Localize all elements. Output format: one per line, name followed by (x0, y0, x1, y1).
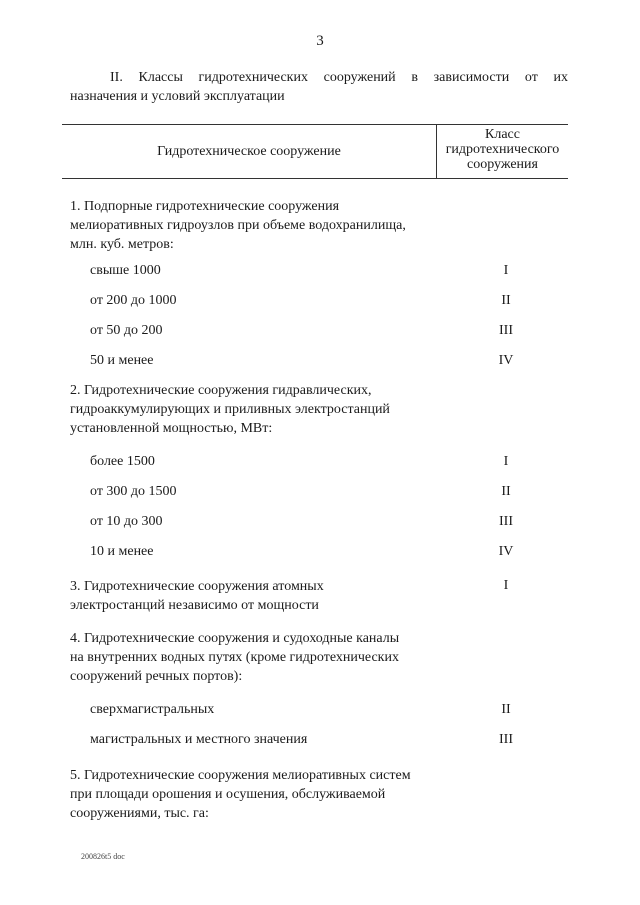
row-label: от 200 до 1000 (90, 293, 177, 308)
table-header (62, 124, 568, 179)
heading-line: гидроаккумулирующих и приливных электростанций (70, 402, 390, 417)
heading-line: 2. Гидротехнические сооружения гидравлических, (70, 383, 372, 398)
row-label: 10 и менее (90, 544, 154, 559)
heading-line: 1. Подпорные гидротехнические сооружения (70, 199, 340, 214)
heading-line: при площади орошения и осушения, обслуживаемой (70, 787, 386, 802)
row-label: от 10 до 300 (90, 514, 163, 529)
heading-line: на внутренних водных путях (кроме гидротехнических (70, 650, 399, 665)
column-header-class-line: гидротехнического (445, 142, 560, 157)
row-class: II (501, 702, 511, 717)
row-label: от 50 до 200 (90, 323, 163, 338)
row-class: II (501, 484, 511, 499)
row-class: IV (498, 353, 514, 368)
group-heading-5 (70, 766, 490, 823)
document-footer: 200826t5 doc (81, 852, 125, 861)
row-class: I (503, 578, 509, 593)
row-label: свыше 1000 (90, 263, 161, 278)
heading-line: сооружений речных портов): (70, 669, 243, 684)
table-top-rule (62, 124, 568, 125)
group-heading-4 (70, 629, 490, 686)
page-number: 3 (316, 33, 324, 49)
heading-line: 3. Гидротехнические сооружения атомных (70, 579, 324, 594)
row-class: III (499, 323, 513, 338)
heading-line: млн. куб. метров: (70, 237, 174, 252)
column-header-class-line: Класс (485, 127, 520, 142)
column-header-class-line: сооружения (467, 157, 538, 172)
row-label: 50 и менее (90, 353, 154, 368)
section-title-line-1: II. Классы гидротехнических сооружений в зависимости от их (110, 70, 568, 85)
row-label: более 1500 (90, 454, 155, 469)
row-label: магистральных и местного значения (90, 732, 308, 747)
row-class: III (499, 732, 513, 747)
heading-line: установленной мощностью, МВт: (70, 421, 273, 436)
row-class: III (499, 514, 513, 529)
group-heading-2 (70, 381, 490, 438)
section-title-line-2: назначения и условий эксплуатации (70, 89, 285, 104)
column-header-class (437, 127, 568, 172)
row-label: от 300 до 1500 (90, 484, 177, 499)
row-class: I (503, 454, 509, 469)
row-class: IV (498, 544, 514, 559)
row-class: II (501, 293, 511, 308)
group-heading-1 (70, 197, 490, 254)
heading-line: мелиоративных гидроузлов при объеме водохранилища, (70, 218, 406, 233)
table-bottom-rule (62, 178, 568, 179)
section-title (70, 68, 568, 106)
heading-line: сооружениями, тыс. га: (70, 806, 209, 821)
group-heading-3 (70, 577, 490, 615)
row-label: сверхмагистральных (90, 702, 215, 717)
heading-line: электростанций независимо от мощности (70, 598, 319, 613)
heading-line: 5. Гидротехнические сооружения мелиоративных систем (70, 768, 411, 783)
column-header-structure: Гидротехническое сооружение (157, 144, 341, 159)
row-class: I (503, 263, 509, 278)
heading-line: 4. Гидротехнические сооружения и судоходные каналы (70, 631, 400, 646)
